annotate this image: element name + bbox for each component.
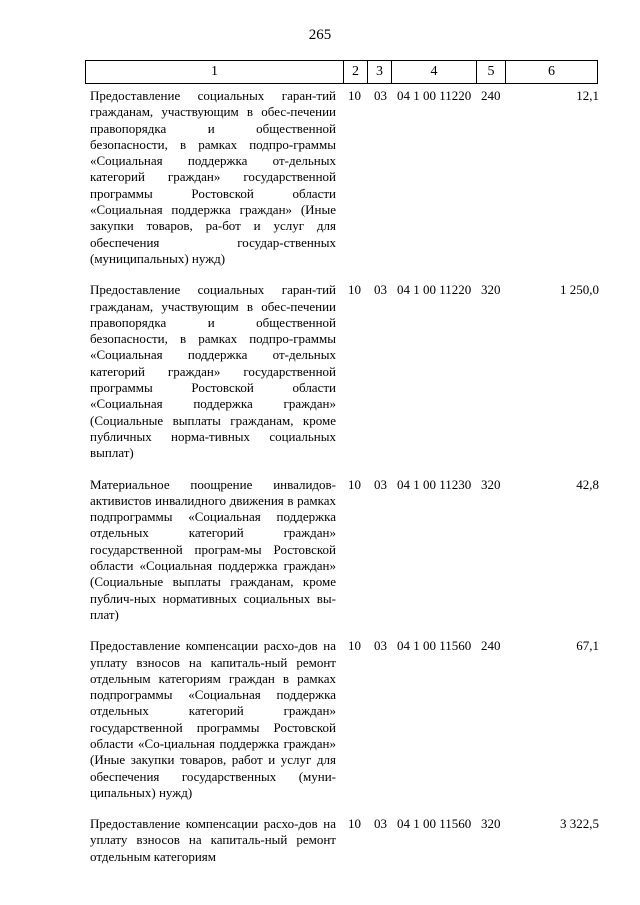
column-header-1: 1 [86, 61, 344, 84]
row-section-code: 10 [348, 638, 361, 654]
row-amount: 12,1 [576, 88, 599, 103]
column-header-2: 2 [344, 61, 368, 84]
row-section-code: 10 [348, 476, 361, 492]
row-expense-type-code: 240 [481, 638, 501, 654]
row-expense-type-code: 320 [481, 282, 501, 298]
row-section-code: 10 [348, 816, 361, 832]
column-header-3: 3 [368, 61, 392, 84]
row-section-code: 10 [348, 88, 361, 103]
row-description: Предоставление компенсации расхо-дов на уплату взносов на капиталь-ный ремонт отдельным категориям [90, 816, 336, 864]
row-amount: 1 250,0 [560, 282, 599, 298]
row-target-article-code: 04 1 00 11560 [397, 638, 472, 654]
page-number: 265 [308, 27, 332, 43]
row-subsection-code: 03 [374, 476, 387, 492]
column-header-row [86, 61, 598, 84]
row-expense-type-code: 320 [481, 816, 501, 832]
column-header-table [85, 60, 598, 84]
row-subsection-code: 03 [374, 816, 387, 832]
row-section-code: 10 [348, 282, 361, 298]
row-amount: 67,1 [576, 638, 599, 654]
row-expense-type-code: 240 [481, 88, 501, 103]
table-row [0, 477, 640, 624]
table-row [0, 282, 640, 461]
column-header-6: 6 [506, 61, 598, 84]
table-row [0, 816, 640, 865]
column-header-4: 4 [392, 61, 477, 84]
row-expense-type-code: 320 [481, 476, 501, 492]
row-description: Предоставление социальных гаран-тий гражданам, участвующим в обес-печении правопорядка и общественной безопасности, в рамках подпро-граммы «Социальная поддержка от-дельных категорий граждан» государственной программы Ростовской области «Социальная поддержка граждан» (Социальные выплаты гражданам, кроме публичных норма-тивных социальных выплат) [90, 282, 336, 461]
row-subsection-code: 03 [374, 638, 387, 654]
row-amount: 3 322,5 [560, 816, 599, 832]
table-row [0, 638, 640, 801]
row-target-article-code: 04 1 00 11230 [397, 476, 472, 492]
row-target-article-code: 04 1 00 11220 [397, 88, 472, 103]
row-amount: 42,8 [576, 476, 599, 492]
row-target-article-code: 04 1 00 11220 [397, 282, 472, 298]
column-header-5: 5 [477, 61, 506, 84]
row-subsection-code: 03 [374, 88, 387, 103]
row-description: Предоставление социальных гаран-тий гражданам, участвующим в обес-печении правопорядка и общественной безопасности, в рамках подпро-граммы «Социальная поддержка от-дельных категорий граждан» государственной программы Ростовской области «Социальная поддержка граждан» (Иные закупки товаров, ра-бот и услуг для обеспечения государ-ственных (муниципальных) нужд) [90, 88, 336, 266]
row-description: Материальное поощрение инвалидов-активистов инвалидного движения в рамках подпрограммы «Социальная поддержка отдельных категорий граждан» государственной програм-мы Ростовской области «Социальная поддержка граждан» (Социальные выплаты гражданам, кроме публич-ных нормативных социальных вы-плат) [90, 476, 336, 622]
row-subsection-code: 03 [374, 282, 387, 298]
row-target-article-code: 04 1 00 11560 [397, 816, 472, 832]
row-description: Предоставление компенсации расхо-дов на уплату взносов на капиталь-ный ремонт отдельным категориям граждан в рамках подпрограммы «Социальная поддержка отдельных категорий граждан» государственной программы Ростовской области «Со-циальная поддержка граждан» (Иные закупки товаров, работ и услуг для обеспечения государственных (муни-ципальных) нужд) [90, 638, 336, 800]
budget-rows [0, 88, 640, 880]
table-row [0, 88, 640, 267]
